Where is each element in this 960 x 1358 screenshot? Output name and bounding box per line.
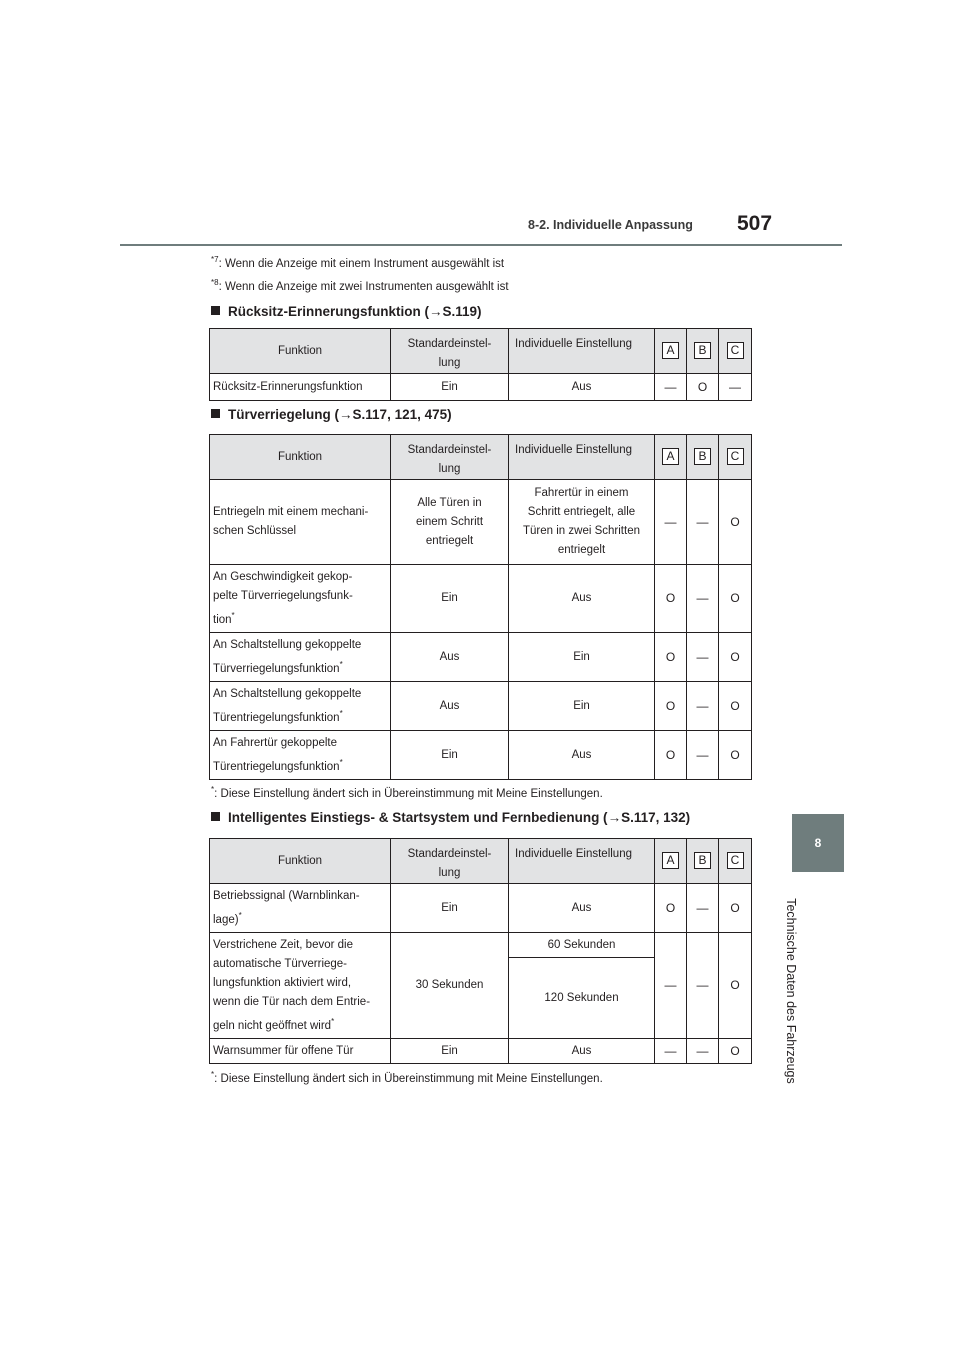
- cell-standard: Aus: [391, 633, 509, 682]
- footnote-text: : Diese Einstellung ändert sich in Übereinstimmung mit Meine Einstellungen.: [214, 788, 603, 800]
- col-header-b: [687, 839, 719, 884]
- footnote-mark: *: [211, 785, 215, 794]
- table-intelligentes-system: [209, 838, 752, 1064]
- heading-text: Intelligentes Einstiegs- & Startsystem und Fernbedienung (: [228, 810, 608, 825]
- cell-individual: Ein: [509, 682, 655, 731]
- table-ruecksitz: [209, 328, 752, 401]
- footnote-section2: [211, 785, 603, 800]
- cell-a: —: [655, 374, 687, 401]
- cell-standard: Ein: [391, 565, 509, 633]
- col-header-funktion: Funktion: [210, 839, 391, 884]
- letter-box-b: B: [694, 448, 711, 465]
- table-row: [210, 565, 752, 633]
- cell-standard: Alle Türen in einem Schritt entriegelt: [391, 480, 509, 565]
- footnote-section3: [211, 1070, 603, 1085]
- bullet-square-icon: [211, 409, 220, 418]
- section-title: 8-2. Individuelle Anpassung: [528, 218, 693, 232]
- table-row: [210, 731, 752, 780]
- col-header-c: [719, 839, 752, 884]
- cell-standard: 30 Sekunden: [391, 933, 509, 1039]
- col-header-b: [687, 435, 719, 480]
- table-row: [210, 682, 752, 731]
- cell-individual: Aus: [509, 374, 655, 401]
- letter-box-a: A: [662, 852, 679, 869]
- cell-a: O: [655, 731, 687, 780]
- cell-c: O: [719, 480, 752, 565]
- section-heading-intelligentes-system: [211, 810, 690, 825]
- table-header-row: [210, 435, 752, 480]
- letter-box-a: A: [662, 342, 679, 359]
- letter-box-c: C: [727, 448, 744, 465]
- cell-function: An Schaltstellung gekoppelte Türverriegelungsfunktion*: [210, 633, 391, 682]
- footnote-text: : Wenn die Anzeige mit einem Instrument ausgewählt ist: [218, 258, 505, 270]
- col-header-standard: Standardeinstel- lung: [391, 329, 509, 374]
- cell-individual: Aus: [509, 884, 655, 933]
- table-header-row: [210, 839, 752, 884]
- bullet-square-icon: [211, 812, 220, 821]
- cell-b: —: [687, 480, 719, 565]
- col-header-a: [655, 329, 687, 374]
- cell-function: Betriebssignal (Warnblinkan- lage)*: [210, 884, 391, 933]
- cell-function: An Geschwindigkeit gekop- pelte Türverriegelungsfunk- tion*: [210, 565, 391, 633]
- footnote-mark: *8: [211, 278, 219, 287]
- footnote-mark: *: [211, 1070, 215, 1079]
- heading-text: Rücksitz-Erinnerungsfunktion (: [228, 304, 430, 319]
- heading-page-ref: S.117, 132): [621, 810, 691, 825]
- cell-individual: Fahrertür in einem Schritt entriegelt, alle Türen in zwei Schritten entriegelt: [509, 480, 655, 565]
- table-row: [210, 374, 752, 401]
- cell-a: —: [655, 1039, 687, 1064]
- arrow-icon: →: [429, 304, 443, 319]
- footnote-text: : Wenn die Anzeige mit zwei Instrumenten ausgewählt ist: [218, 281, 509, 293]
- cell-function: An Schaltstellung gekoppelte Türentriegelungsfunktion*: [210, 682, 391, 731]
- cell-a: —: [655, 480, 687, 565]
- cell-function: Entriegeln mit einem mechani- schen Schlüssel: [210, 480, 391, 565]
- cell-c: —: [719, 374, 752, 401]
- cell-individual: 60 Sekunden: [509, 933, 655, 958]
- heading-page-ref: S.117, 121, 475): [352, 407, 452, 422]
- cell-standard: Ein: [391, 374, 509, 401]
- cell-a: O: [655, 884, 687, 933]
- cell-c: O: [719, 682, 752, 731]
- cell-b: O: [687, 374, 719, 401]
- col-header-c: [719, 329, 752, 374]
- table-header-row: [210, 329, 752, 374]
- col-header-c: [719, 435, 752, 480]
- cell-individual: Aus: [509, 1039, 655, 1064]
- cell-standard: Aus: [391, 682, 509, 731]
- cell-individual: Ein: [509, 633, 655, 682]
- cell-c: O: [719, 731, 752, 780]
- col-header-funktion: Funktion: [210, 435, 391, 480]
- cell-b: —: [687, 731, 719, 780]
- arrow-icon: →: [339, 407, 353, 422]
- letter-box-c: C: [727, 342, 744, 359]
- cell-individual: 120 Sekunden: [509, 958, 655, 1039]
- chapter-name: [761, 881, 821, 1101]
- cell-a: O: [655, 633, 687, 682]
- cell-a: O: [655, 565, 687, 633]
- table-tuerverriegelung: [209, 434, 752, 780]
- chapter-number: 8: [814, 836, 822, 850]
- cell-b: —: [687, 884, 719, 933]
- cell-c: O: [719, 933, 752, 1039]
- table-row: [210, 933, 752, 958]
- table-row: [210, 480, 752, 565]
- bullet-square-icon: [211, 306, 220, 315]
- col-header-standard: Standardeinstel- lung: [391, 839, 509, 884]
- col-header-individual: Individuelle Einstellung: [509, 435, 655, 480]
- cell-function: Warnsummer für offene Tür: [210, 1039, 391, 1064]
- cell-b: —: [687, 565, 719, 633]
- col-header-b: [687, 329, 719, 374]
- cell-standard: Ein: [391, 731, 509, 780]
- footnote-mark: *7: [211, 255, 219, 264]
- cell-function: Verstrichene Zeit, bevor die automatische Türverriege- lungsfunktion aktiviert wird, wenn die Tür nach dem Entrie- geln nicht geöffnet wird*: [210, 933, 391, 1039]
- cell-function: Rücksitz-Erinnerungsfunktion: [210, 374, 391, 401]
- cell-c: O: [719, 884, 752, 933]
- footnote-text: : Diese Einstellung ändert sich in Übereinstimmung mit Meine Einstellungen.: [214, 1073, 603, 1085]
- col-header-funktion: Funktion: [210, 329, 391, 374]
- cell-c: O: [719, 1039, 752, 1064]
- cell-standard: Ein: [391, 884, 509, 933]
- footnote-8: [211, 278, 509, 293]
- letter-box-a: A: [662, 448, 679, 465]
- chapter-name-label: Technische Daten des Fahrzeugs: [784, 898, 798, 1084]
- table-row: [210, 884, 752, 933]
- letter-box-b: B: [694, 342, 711, 359]
- cell-b: —: [687, 633, 719, 682]
- page-number: 507: [737, 212, 773, 235]
- letter-box-c: C: [727, 852, 744, 869]
- cell-c: O: [719, 633, 752, 682]
- cell-a: O: [655, 682, 687, 731]
- cell-b: —: [687, 682, 719, 731]
- chapter-tab: [792, 814, 844, 872]
- cell-b: —: [687, 1039, 719, 1064]
- arrow-icon: →: [607, 810, 622, 825]
- footnote-7: [211, 255, 504, 270]
- cell-a: —: [655, 933, 687, 1039]
- col-header-a: [655, 839, 687, 884]
- cell-standard: Ein: [391, 1039, 509, 1064]
- cell-individual: Aus: [509, 731, 655, 780]
- heading-text: Türverriegelung (: [228, 407, 340, 422]
- section-heading-tuerverriegelung: [211, 407, 452, 422]
- header-divider: [120, 244, 842, 246]
- section-heading-ruecksitz: [211, 304, 482, 319]
- col-header-individual: Individuelle Einstellung: [509, 839, 655, 884]
- cell-individual: Aus: [509, 565, 655, 633]
- cell-b: —: [687, 933, 719, 1039]
- cell-c: O: [719, 565, 752, 633]
- col-header-standard: Standardeinstel- lung: [391, 435, 509, 480]
- col-header-a: [655, 435, 687, 480]
- table-row: [210, 633, 752, 682]
- col-header-individual: Individuelle Einstellung: [509, 329, 655, 374]
- letter-box-b: B: [694, 852, 711, 869]
- cell-function: An Fahrertür gekoppelte Türentriegelungsfunktion*: [210, 731, 391, 780]
- table-row: [210, 1039, 752, 1064]
- heading-page-ref: S.119): [442, 304, 482, 319]
